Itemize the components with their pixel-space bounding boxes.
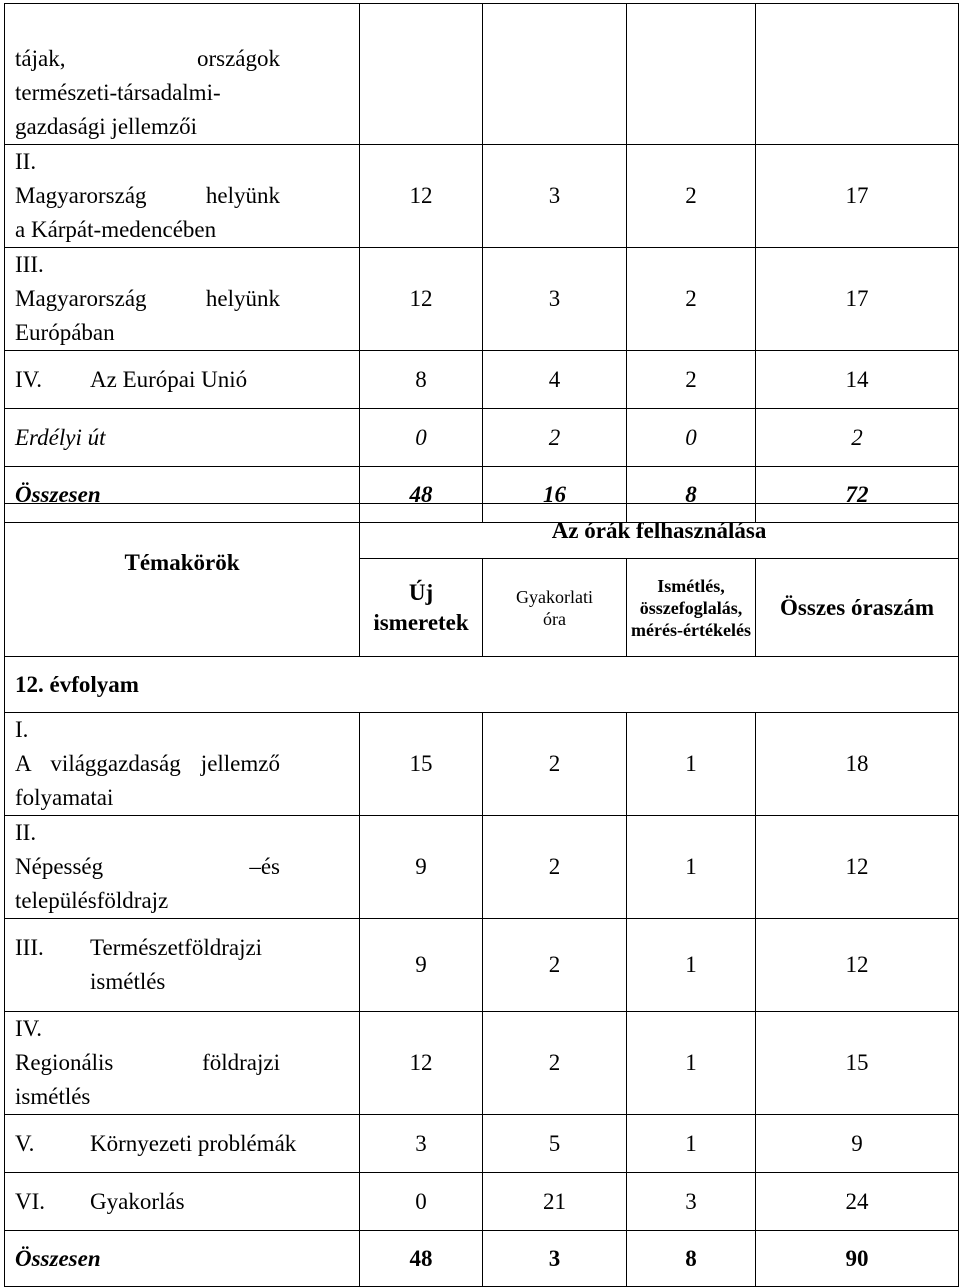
topic-line: Regionális földrajzi bbox=[15, 1050, 280, 1075]
topic-line: ismétlés bbox=[15, 1084, 91, 1109]
table-row bbox=[5, 248, 959, 351]
value-total: 18 bbox=[756, 713, 959, 816]
value-total: 15 bbox=[756, 1012, 959, 1115]
value-new: 0 bbox=[360, 409, 483, 467]
new-knowledge-header bbox=[360, 559, 483, 657]
value-practice: 16 bbox=[483, 467, 627, 523]
value-new: 8 bbox=[360, 351, 483, 409]
topic-cell bbox=[5, 4, 360, 145]
value-total: 17 bbox=[756, 248, 959, 351]
topic-line: Természetföldrajzi bbox=[90, 935, 263, 960]
value-new: 12 bbox=[360, 1012, 483, 1115]
topic-line: tájak, országok bbox=[15, 46, 280, 71]
table-row bbox=[5, 816, 959, 919]
topic-line: Környezeti problémák bbox=[90, 1130, 297, 1156]
value-total: 72 bbox=[756, 467, 959, 523]
value-review: 8 bbox=[627, 467, 756, 523]
value-review: 2 bbox=[627, 351, 756, 409]
value-practice: 3 bbox=[483, 145, 627, 248]
value-practice: 3 bbox=[483, 248, 627, 351]
value-total: 14 bbox=[756, 351, 959, 409]
topic-cell bbox=[5, 248, 360, 351]
topic-number: IV. bbox=[15, 366, 43, 392]
header-line: Új bbox=[408, 579, 434, 605]
value-cell bbox=[627, 4, 756, 145]
table-row bbox=[5, 145, 959, 248]
value-review: 3 bbox=[627, 1173, 756, 1231]
value-new: 9 bbox=[360, 919, 483, 1012]
topic-number: VI. bbox=[15, 1188, 46, 1214]
value-practice: 21 bbox=[483, 1173, 627, 1231]
topic-line: Gyakorlás bbox=[90, 1188, 185, 1214]
table-row bbox=[5, 409, 959, 467]
value-review: 2 bbox=[627, 248, 756, 351]
topic-line: Népesség –és bbox=[15, 854, 280, 879]
topic-line: természeti-társadalmi- bbox=[15, 80, 221, 105]
hours-table-continued bbox=[4, 3, 959, 523]
total-label: Összesen bbox=[5, 1231, 360, 1287]
value-review: 1 bbox=[627, 1115, 756, 1173]
grade-label: 12. évfolyam bbox=[5, 657, 959, 713]
topic-line: Magyarország helyünk bbox=[15, 286, 280, 311]
erdelyi-label: Erdélyi út bbox=[5, 409, 360, 467]
topic-number: III. bbox=[15, 252, 44, 277]
topic-cell bbox=[5, 816, 360, 919]
topic-line: Magyarország helyünk bbox=[15, 183, 280, 208]
topic-line: gazdasági jellemzői bbox=[15, 114, 198, 139]
table-row bbox=[5, 1012, 959, 1115]
practice-header bbox=[483, 559, 627, 657]
table-row bbox=[5, 919, 959, 1012]
usage-header: Az órák felhasználása bbox=[360, 504, 959, 559]
value-total: 17 bbox=[756, 145, 959, 248]
grade-row bbox=[5, 657, 959, 713]
value-new: 3 bbox=[360, 1115, 483, 1173]
topic-number: III. bbox=[15, 935, 44, 960]
topic-cell bbox=[5, 1173, 360, 1231]
header-line: összefoglalás, bbox=[639, 597, 743, 618]
review-header bbox=[627, 559, 756, 657]
topic-line: Európában bbox=[15, 320, 115, 345]
header-line: Gyakorlati bbox=[516, 586, 593, 607]
table-row bbox=[5, 351, 959, 409]
value-practice: 2 bbox=[483, 1012, 627, 1115]
value-practice: 2 bbox=[483, 919, 627, 1012]
value-cell bbox=[360, 4, 483, 145]
topic-line: a Kárpát-medencében bbox=[15, 217, 217, 242]
value-total: 12 bbox=[756, 919, 959, 1012]
topic-number: IV. bbox=[15, 1016, 43, 1041]
table-row bbox=[5, 713, 959, 816]
topic-line: folyamatai bbox=[15, 785, 114, 810]
topic-number: II. bbox=[15, 149, 37, 174]
table-row bbox=[5, 4, 959, 145]
value-practice: 3 bbox=[483, 1231, 627, 1287]
value-total: 9 bbox=[756, 1115, 959, 1173]
value-practice: 5 bbox=[483, 1115, 627, 1173]
topic-cell bbox=[5, 1115, 360, 1173]
hours-table-grade-12 bbox=[4, 503, 959, 1287]
topic-cell bbox=[5, 919, 360, 1012]
value-total: 90 bbox=[756, 1231, 959, 1287]
value-new: 12 bbox=[360, 145, 483, 248]
value-review: 1 bbox=[627, 816, 756, 919]
value-review: 2 bbox=[627, 145, 756, 248]
header-line: mérés-értékelés bbox=[631, 619, 751, 640]
header-line: ismeretek bbox=[373, 609, 469, 635]
value-practice: 2 bbox=[483, 713, 627, 816]
value-new: 9 bbox=[360, 816, 483, 919]
topics-header-text: Témakörök bbox=[124, 550, 240, 575]
value-new: 15 bbox=[360, 713, 483, 816]
topic-cell bbox=[5, 1012, 360, 1115]
total-label: Összesen bbox=[5, 467, 360, 523]
value-total: 12 bbox=[756, 816, 959, 919]
value-review: 0 bbox=[627, 409, 756, 467]
header-row bbox=[5, 504, 959, 559]
topic-number: I. bbox=[15, 717, 29, 742]
topic-line: ismétlés bbox=[90, 969, 166, 994]
table-row bbox=[5, 1173, 959, 1231]
header-line: Ismétlés, bbox=[657, 575, 725, 596]
value-review: 1 bbox=[627, 713, 756, 816]
value-total: 2 bbox=[756, 409, 959, 467]
value-cell bbox=[756, 4, 959, 145]
table-row bbox=[5, 1231, 959, 1287]
topic-cell bbox=[5, 145, 360, 248]
value-cell bbox=[483, 4, 627, 145]
value-review: 1 bbox=[627, 1012, 756, 1115]
value-new: 0 bbox=[360, 1173, 483, 1231]
table-row bbox=[5, 1115, 959, 1173]
value-practice: 2 bbox=[483, 409, 627, 467]
topic-line: Az Európai Unió bbox=[90, 366, 248, 392]
topic-line: településföldrajz bbox=[15, 888, 169, 913]
topic-number: II. bbox=[15, 820, 37, 845]
topic-line: A világgazdaság jellemző bbox=[15, 751, 280, 776]
value-review: 8 bbox=[627, 1231, 756, 1287]
topic-cell bbox=[5, 713, 360, 816]
topic-number: V. bbox=[15, 1130, 35, 1156]
value-practice: 2 bbox=[483, 816, 627, 919]
topics-header bbox=[5, 504, 360, 657]
total-hours-header: Összes óraszám bbox=[756, 559, 959, 657]
value-practice: 4 bbox=[483, 351, 627, 409]
header-line: óra bbox=[543, 608, 566, 629]
value-new: 48 bbox=[360, 1231, 483, 1287]
value-new: 48 bbox=[360, 467, 483, 523]
value-total: 24 bbox=[756, 1173, 959, 1231]
value-new: 12 bbox=[360, 248, 483, 351]
topic-cell bbox=[5, 351, 360, 409]
value-review: 1 bbox=[627, 919, 756, 1012]
